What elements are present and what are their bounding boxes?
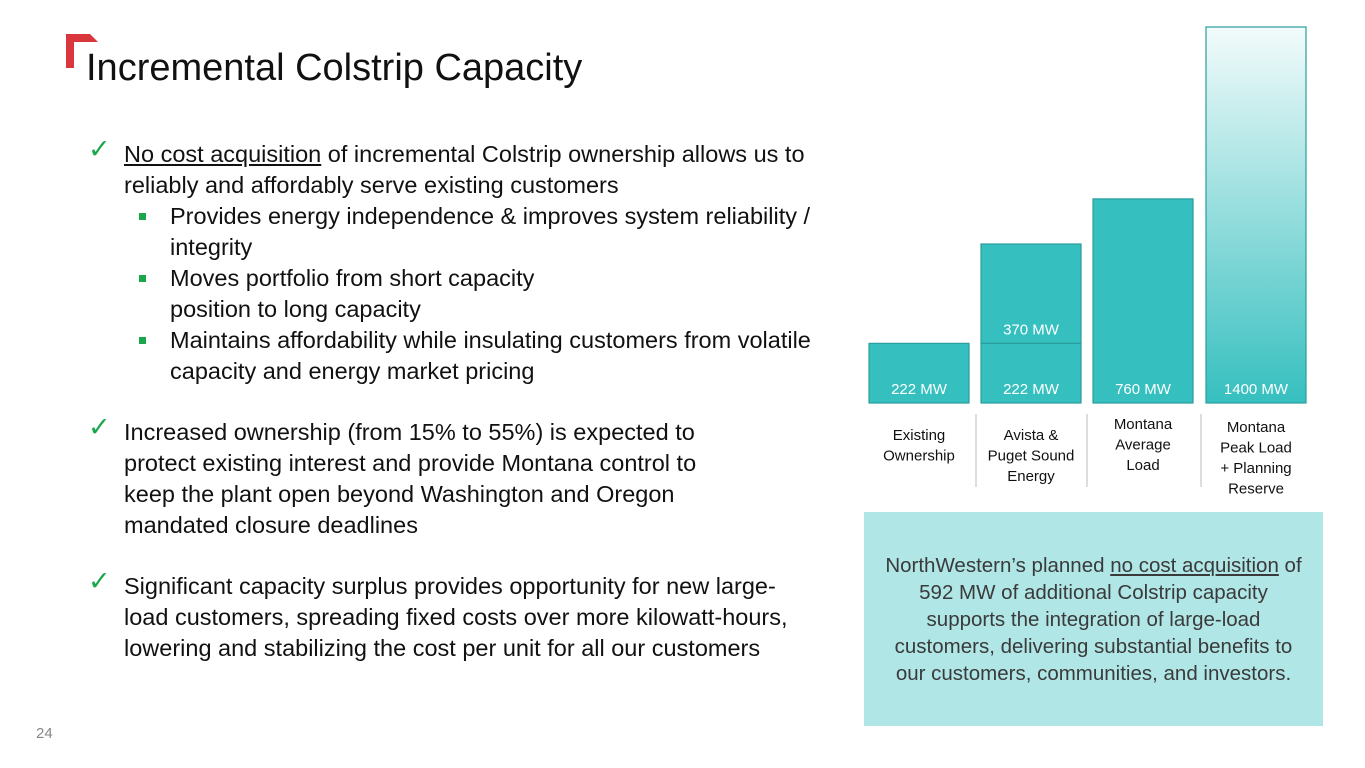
- bar-value-label: 760 MW: [1115, 381, 1171, 398]
- bar-value-label: 370 MW: [1003, 321, 1059, 339]
- sub-bullet-list: [124, 201, 818, 387]
- callout-box: [864, 512, 1323, 726]
- bullet-text: Significant capacity surplus provides opportunity for new large-load customers, spreading fixed costs over more kilowatt-hours, lowering and stabilizing the cost per unit for all our customers: [124, 573, 788, 661]
- page-title: Incremental Colstrip Capacity: [86, 47, 583, 89]
- sub-bullet-text: Provides energy independence & improves system reliability / integrity: [170, 203, 811, 260]
- category-label: + Planning: [1220, 460, 1292, 477]
- sub-bullet-item: [124, 201, 818, 263]
- sub-bullet-text: Moves portfolio from short capacity position to long capacity: [170, 265, 535, 322]
- category-label: Puget Sound: [987, 447, 1075, 465]
- category-label: Peak Load: [1220, 439, 1292, 457]
- callout-text-rest: of 592 MW of additional Colstrip capacity supports the integration of large-load customers, delivering substantial benefits to our customers, communities, and investors.: [894, 553, 1302, 685]
- category-label: Load: [1126, 457, 1160, 474]
- category-label: Montana: [1113, 416, 1173, 433]
- square-bullet-icon: [139, 337, 146, 344]
- category-label: Average: [1115, 436, 1171, 454]
- sub-bullet-item: [124, 263, 818, 325]
- square-bullet-icon: [139, 275, 146, 282]
- bar-value-label: 1400 MW: [1223, 381, 1289, 398]
- bar-value-label: 222 MW: [891, 381, 947, 398]
- bullet-text: of incremental Colstrip ownership allows us to reliably and affordably serve existing customers: [124, 141, 805, 198]
- callout-underlined-text: no cost acquisition: [1110, 553, 1279, 577]
- bullet-item: [88, 134, 818, 387]
- sub-bullet-text: Maintains affordability while insulating customers from volatile capacity and energy market pricing: [170, 327, 811, 384]
- square-bullet-icon: [139, 213, 146, 220]
- bar-value-label: 222 MW: [1003, 381, 1059, 398]
- category-label: Reserve: [1228, 480, 1284, 498]
- bullet-list: [88, 134, 818, 664]
- category-label: Existing: [892, 427, 946, 444]
- category-label: Ownership: [883, 447, 955, 465]
- checkmark-icon: ✓: [88, 412, 111, 442]
- category-label: Avista &: [1003, 427, 1059, 444]
- callout-text: [882, 552, 1305, 687]
- callout-text-lead: NorthWestern’s planned: [885, 553, 1111, 577]
- bar-segment: [1206, 27, 1306, 403]
- category-label: Energy: [1007, 468, 1055, 485]
- category-label: Montana: [1226, 419, 1286, 436]
- checkmark-icon: ✓: [88, 566, 111, 596]
- bullet-underlined-text: No cost acquisition: [124, 141, 322, 167]
- capacity-bar-chart: [855, 20, 1325, 500]
- page-number: 24: [36, 725, 53, 742]
- checkmark-icon: ✓: [88, 134, 111, 164]
- bullet-text: Increased ownership (from 15% to 55%) is expected to protect existing interest and provide Montana control to keep the plant open beyond Washington and Oregon mandated closure deadlines: [124, 419, 697, 538]
- sub-bullet-item: [124, 325, 818, 387]
- bullet-item: [88, 566, 818, 664]
- bar-segment: [1093, 199, 1193, 403]
- bullet-item: [88, 412, 818, 541]
